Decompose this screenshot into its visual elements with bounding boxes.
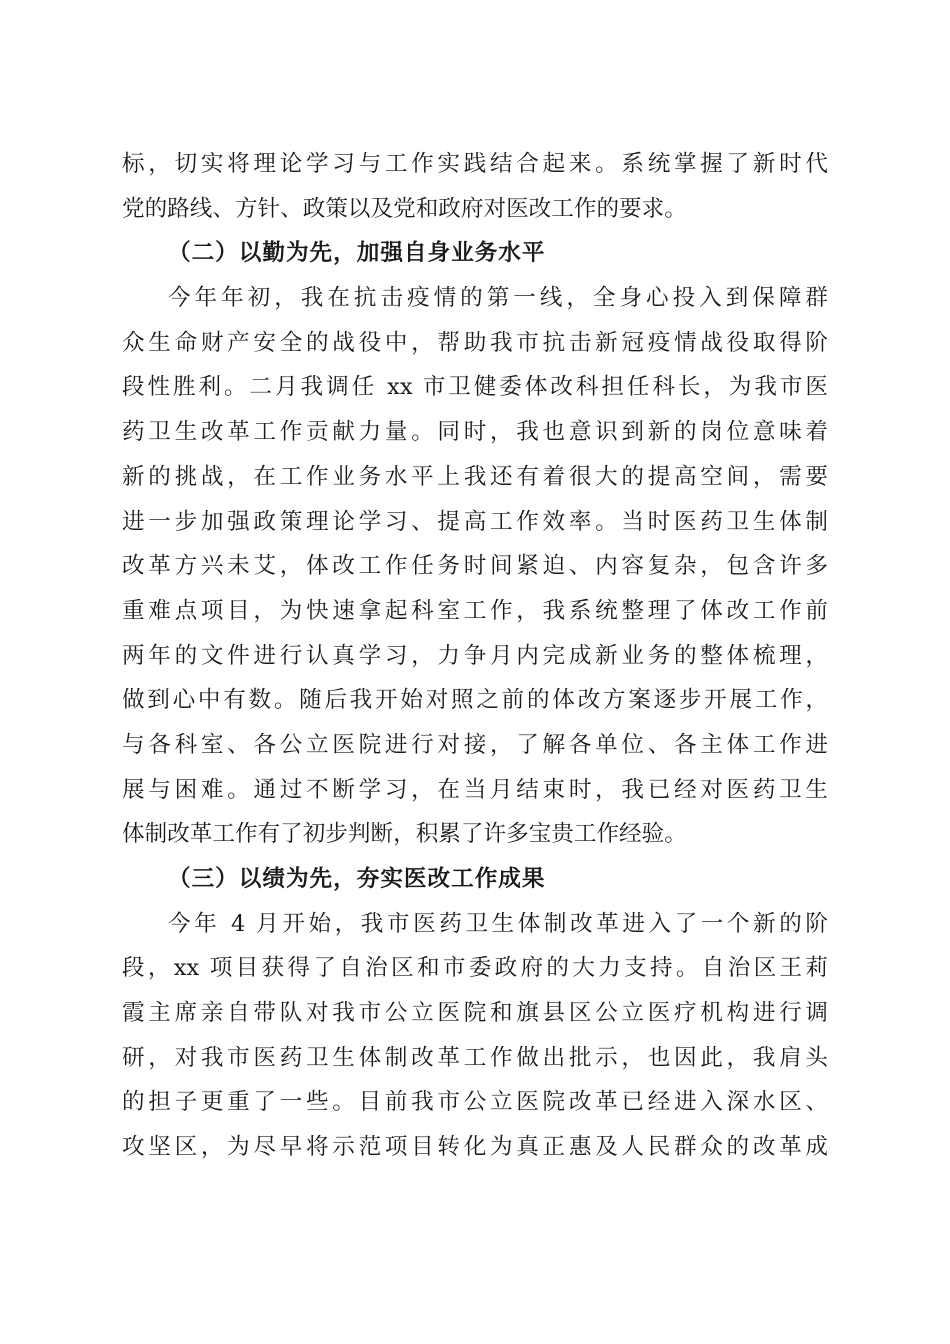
text-line: 研，对我市医药卫生体制改革工作做出批示，也因此，我肩头 xyxy=(122,1044,828,1071)
section-heading-2: （二）以勤为先，加强自身业务水平 xyxy=(168,240,546,267)
text-line: 众生命财产安全的战役中，帮助我市抗击新冠疫情战役取得阶 xyxy=(122,329,828,356)
paragraph-first-line: 今年年初，我在抗击疫情的第一线，全身心投入到保障群 xyxy=(168,285,828,312)
text-line: 两年的文件进行认真学习，力争月内完成新业务的整体梳理， xyxy=(122,642,828,669)
section-heading-3: （三）以绩为先，夯实医改工作成果 xyxy=(168,866,546,892)
text-line: 标，切实将理论学习与工作实践结合起来。系统掌握了新时代 xyxy=(122,151,828,177)
text-line: 霞主席亲自带队对我市公立医院和旗县区公立医疗机构进行调 xyxy=(122,1000,828,1027)
text-line: 段，xx 项目获得了自治区和市委政府的大力支持。自治区王莉 xyxy=(122,955,828,982)
text-line: 段性胜利。二月我调任 xx 市卫健委体改科担任科长，为我市医 xyxy=(122,374,828,401)
document-body xyxy=(122,142,828,1170)
text-line: 药卫生改革工作贡献力量。同时，我也意识到新的岗位意味着 xyxy=(122,419,828,446)
text-line: 党的路线、方针、政策以及党和政府对医改工作的要求。 xyxy=(122,195,687,222)
text-line: 攻坚区，为尽早将示范项目转化为真正惠及人民群众的改革成 xyxy=(122,1134,828,1161)
text-line: 展与困难。通过不断学习，在当月结束时，我已经对医药卫生 xyxy=(122,776,828,803)
paragraph-first-line: 今年 4 月开始，我市医药卫生体制改革进入了一个新的阶 xyxy=(168,910,828,937)
text-line: 与各科室、各公立医院进行对接，了解各单位、各主体工作进 xyxy=(122,731,828,758)
text-line: 体制改革工作有了初步判断，积累了许多宝贵工作经验。 xyxy=(122,821,687,848)
text-line: 的担子更重了一些。目前我市公立医院改革已经进入深水区、 xyxy=(122,1089,828,1116)
text-line: 改革方兴未艾，体改工作任务时间紧迫、内容复杂，包含许多 xyxy=(122,553,828,580)
text-line: 做到心中有数。随后我开始对照之前的体改方案逐步开展工作， xyxy=(122,687,828,714)
text-line: 重难点项目，为快速拿起科室工作，我系统整理了体改工作前 xyxy=(122,597,828,624)
text-line: 新的挑战，在工作业务水平上我还有着很大的提高空间，需要 xyxy=(122,463,828,490)
text-line: 进一步加强政策理论学习、提高工作效率。当时医药卫生体制 xyxy=(122,508,828,535)
